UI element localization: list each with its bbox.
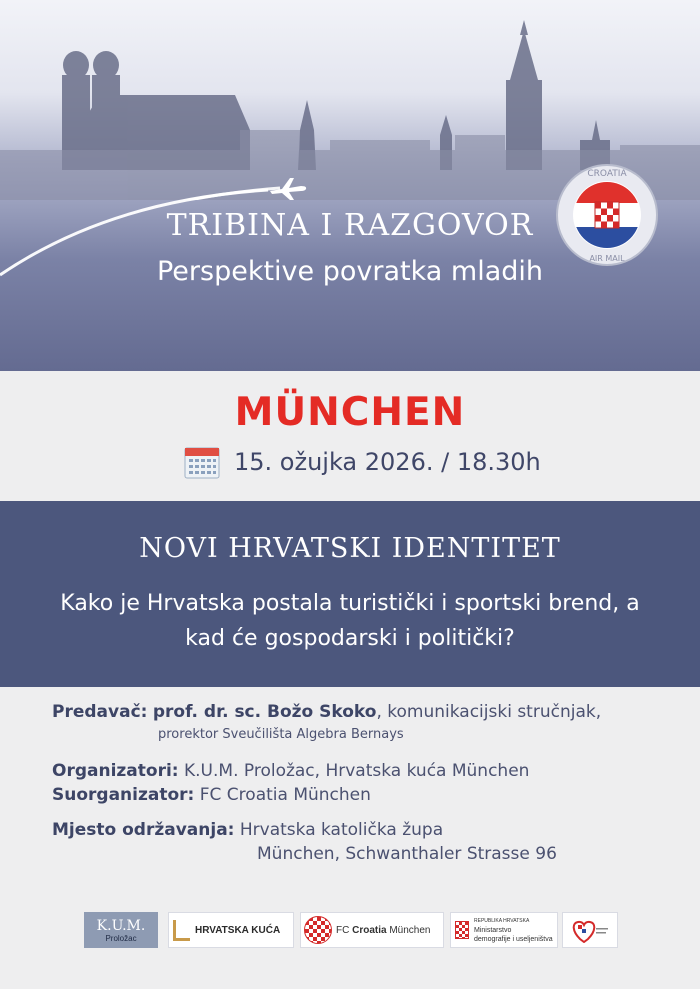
topic-subtitle: Kako je Hrvatska postala turistički i sportski brend, a kad će gospodarski i politički? <box>60 591 640 651</box>
logo-fc-croatia <box>300 912 444 948</box>
croatia-stamp <box>552 160 662 270</box>
lecturer-role: , komunikacijski stručnjak, <box>376 702 602 722</box>
stamp-bottom-text: AIR MAIL <box>589 254 625 263</box>
coorganizer-label: Suorganizator: <box>52 785 195 805</box>
lecturer-name: prof. dr. sc. Božo Skoko <box>152 702 377 722</box>
venue-line-2: München, Schwanthaler Strasse 96 <box>257 844 557 864</box>
logo-ministry-2: Ministarstvo <box>474 926 512 934</box>
logo-fc-b: Croatia <box>352 924 387 936</box>
organizers-line <box>52 761 529 781</box>
venue-line-1: Hrvatska katolička župa <box>239 820 444 840</box>
logo-kum <box>84 912 158 948</box>
event-city: MÜNCHEN <box>234 390 466 435</box>
organizers-value: K.U.M. Proložac, Hrvatska kuća München <box>184 761 530 781</box>
logo-heart <box>562 912 618 948</box>
organizers-label: Organizatori: <box>52 761 179 781</box>
heart-icon <box>570 917 610 943</box>
sponsor-logos <box>0 912 700 956</box>
calendar-icon <box>184 445 220 479</box>
stamp-top-text: CROATIA <box>587 169 627 179</box>
coorganizer-value: FC Croatia München <box>199 785 371 805</box>
coorganizer-line <box>52 785 371 805</box>
logo-ministry-1: REPUBLIKA HRVATSKA <box>474 917 530 924</box>
logo-kum-sub: Proložac <box>105 933 137 943</box>
lecturer-line <box>52 702 601 722</box>
venue-line <box>52 820 443 840</box>
logo-hrvatska-kuca <box>168 912 294 948</box>
hero-banner <box>0 0 700 371</box>
topic-title: NOVI HRVATSKI IDENTITET <box>139 533 561 564</box>
venue-label: Mjesto održavanja: <box>52 820 235 840</box>
logo-fc-c: München <box>386 924 431 936</box>
logo-kum-text: K.U.M. <box>96 917 146 934</box>
event-title: TRIBINA I RAZGOVOR <box>166 208 534 243</box>
event-subtitle: Perspektive povratka mladih <box>156 256 543 287</box>
airplane-icon <box>268 176 308 202</box>
lecturer-label: Predavač: <box>52 702 148 722</box>
logo-ministry <box>450 912 558 948</box>
logo-hk-text: HRVATSKA KUĆA <box>195 924 281 936</box>
logo-fc-a: FC <box>336 924 353 936</box>
event-date: 15. ožujka 2026. / 18.30h <box>234 448 541 476</box>
lecturer-role-2: prorektor Sveučilišta Algebra Bernays <box>158 727 404 742</box>
logo-ministry-3: demografije i useljeništva <box>474 935 553 943</box>
event-date-row <box>184 442 541 482</box>
